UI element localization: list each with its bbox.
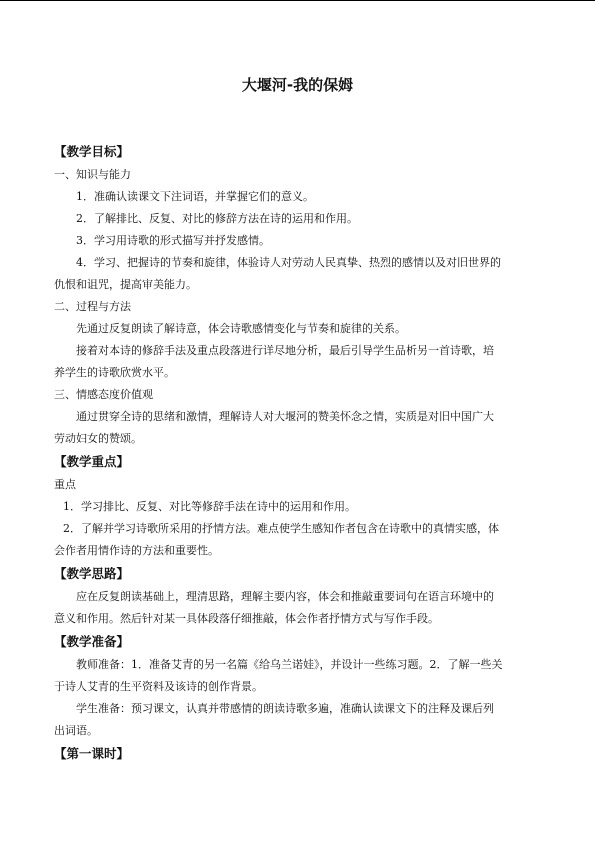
key-points-heading: 【教学重点】 <box>54 454 130 469</box>
approach-line-2: 意义和作用。然后针对某一具体段落仔细推敲，体会作者抒情方式与写作手段。 <box>54 612 439 625</box>
page-title: 大堰河-我的保姆 <box>241 76 354 94</box>
process-line-2: 接着对本诗的修辞手法及重点段落进行详尽地分析，最后引导学生品析另一首诗歌，培 <box>76 344 494 357</box>
process-line-3: 养学生的诗歌欣赏水平。 <box>54 366 175 379</box>
preparation-heading: 【教学准备】 <box>54 634 130 649</box>
document-body <box>54 140 542 766</box>
key-point-2-cont: 会作者用情作诗的方法和重要性。 <box>54 544 219 557</box>
approach-heading: 【教学思路】 <box>54 566 130 581</box>
student-prep-line-1: 学生准备：预习课文，认真并带感情的朗读诗歌多遍，准确认读课文下的注释及课后列 <box>76 702 494 715</box>
key-point-2: 2．了解并学习诗歌所采用的抒情方法。难点使学生感知作者包含在诗歌中的真情实感，体 <box>63 522 499 535</box>
process-line-1: 先通过反复朗读了解诗意，体会诗歌感情变化与节奏和旋律的关系。 <box>76 322 406 335</box>
teacher-prep-line-1: 教师准备：1．准备艾青的另一名篇《给乌兰诺娃》，并设计一些练习题。2．了解一些关 <box>76 658 503 671</box>
knowledge-item-2: 2．了解排比、反复、对比的修辞方法在诗的运用和作用。 <box>76 212 358 225</box>
key-points-label: 重点 <box>54 478 76 491</box>
goals-heading: 【教学目标】 <box>54 144 130 159</box>
top-rule <box>0 0 595 1</box>
knowledge-item-3: 3．学习用诗歌的形式描写并抒发感情。 <box>76 234 270 247</box>
teacher-prep-line-2: 于诗人艾青的生平资料及该诗的创作背景。 <box>54 680 263 693</box>
first-lesson-heading: 【第一课时】 <box>54 746 130 761</box>
knowledge-item-1: 1．准确认读课文下注词语，并掌握它们的意义。 <box>76 190 314 203</box>
emotion-line-1: 通过贯穿全诗的思绪和激情，理解诗人对大堰河的赞美怀念之情，实质是对旧中国广大 <box>76 410 494 423</box>
student-prep-line-2: 出词语。 <box>54 724 98 737</box>
knowledge-item-4: 4．学习、把握诗的节奏和旋律，体验诗人对劳动人民真挚、热烈的感情以及对旧世界的 <box>76 256 501 269</box>
emotion-line-2: 劳动妇女的赞颂。 <box>54 432 142 445</box>
emotion-heading: 三、情感态度价值观 <box>54 388 153 401</box>
approach-line-1: 应在反复朗读基础上，理清思路，理解主要内容，体会和推敲重要词句在语言环境中的 <box>76 590 494 603</box>
process-heading: 二、过程与方法 <box>54 300 131 313</box>
knowledge-item-4-cont: 仇恨和诅咒，提高审美能力。 <box>54 278 197 291</box>
knowledge-heading: 一、知识与能力 <box>54 168 131 181</box>
key-point-1: 1．学习排比、反复、对比等修辞手法在诗中的运用和作用。 <box>63 500 356 513</box>
